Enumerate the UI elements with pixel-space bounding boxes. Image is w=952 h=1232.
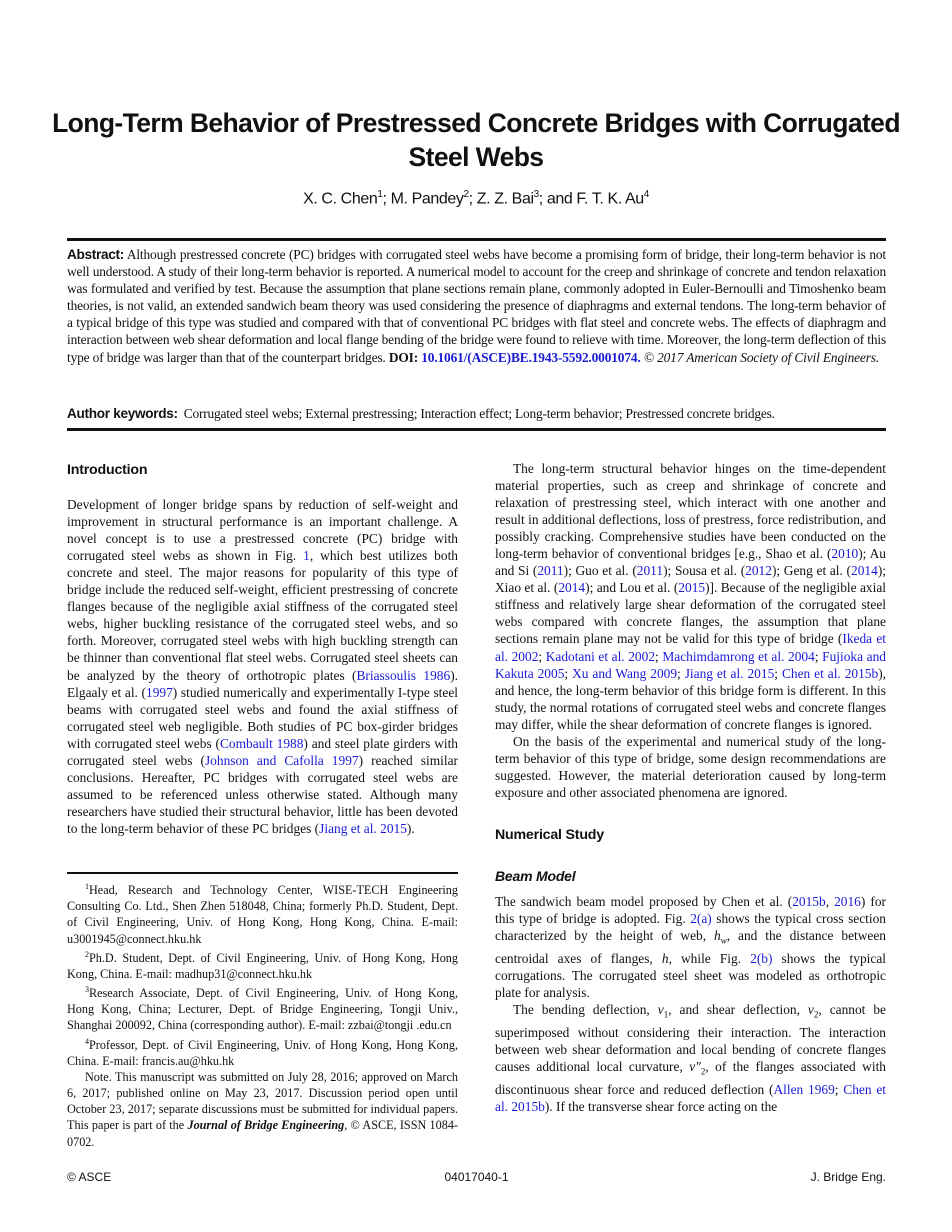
right-column: [495, 460, 886, 1115]
citation-link[interactable]: Johnson and Cafolla 1997: [204, 752, 359, 768]
paragraph: The bending deflection, $v_1$, and shear deflection, $v_2$, cannot be superimposed without considering their interaction. The interaction between web shear deformation and local bending of concrete flanges causes additional local curvature, $v''_2$, of the flanges associated with discontinuous shear force and reduced deflection (Allen 1969; Chen et al. 2015b). If the transverse shear force acting on the: [495, 1001, 886, 1114]
citation-link[interactable]: Xu and Wang 2009: [572, 665, 678, 681]
doi-label: DOI:: [388, 349, 419, 365]
paragraph: On the basis of the experimental and numerical study of the long-term behavior of this type of bridge, some design recommendations are suggested. However, the material deterioration caused by long-term exposure and other associated phenomena are ignored.: [495, 733, 886, 800]
citation-link[interactable]: 2016: [834, 894, 861, 910]
author-separator: ;: [468, 190, 477, 208]
author-affiliation-marker: 1: [377, 189, 383, 200]
citation-link[interactable]: 2015: [678, 580, 706, 596]
section-heading-introduction: Introduction: [67, 462, 148, 478]
footnotes: [67, 879, 458, 1150]
citation-link[interactable]: 2012: [745, 563, 772, 579]
citation-link[interactable]: Allen 1969: [773, 1081, 835, 1097]
author-conjunction: and: [546, 190, 577, 208]
citation-link[interactable]: Machimdamrong et al. 2004: [662, 648, 815, 664]
keywords-text: Corrugated steel webs; External prestressing; Interaction effect; Long-term behavior; Prestressed concrete bridges.: [183, 406, 775, 421]
author-name: Z. Z. Bai: [476, 190, 534, 208]
subsection-heading-beam-model: Beam Model: [495, 867, 576, 884]
citation-link[interactable]: Ikeda et al. 2002: [495, 631, 886, 664]
citation-link[interactable]: 2010: [831, 546, 859, 562]
citation-link[interactable]: Briassoulis 1986: [356, 667, 451, 683]
page-footer: [67, 1170, 886, 1186]
abstract-text: Although prestressed concrete (PC) bridges with corrugated steel webs have become a promising form of bridge, their long-term behavior is not well understood. A study of their long-term behavior is reported. A numerical model to account for the creep and shrinkage of concrete and tendon relaxation was formulated and verified by test. Because the assumption that plane sections remain plane, commonly adopted in Euler-Bernoulli and Timoshenko beam theories, is not valid, an extended sandwich beam theory was used considering the presence of diaphragms and external tendons. The long-term behavior of a typical bridge of this type was studied and compared with that of conventional PC bridges with flat steel and concrete webs. The effects of diaphragm and interaction between web shear deformation and local flange bending of the bridge were found to relieve with time. Moreover, the long-term deflection of this type of bridge was larger than that of the counterpart bridges.: [67, 247, 887, 365]
footnote-rule: [67, 872, 458, 874]
citation-link[interactable]: Fujioka and Kakuta 2005: [495, 648, 886, 681]
citation-link[interactable]: Chen et al. 2015b: [495, 1081, 886, 1114]
paragraph: Development of longer bridge spans by reduction of self-weight and improvement in structural performance is an important challenge. A novel concept is to use a prestressed concrete (PC) bridge with corrugated steel webs as shown in Fig. 1, which best utilizes both concrete and steel. The major reasons for popularity of this type of bridge include the reduced self-weight, efficient prestressing of concrete flanges because of the negligible axial stiffness of the corrugated steel webs, higher buckling resistance of the corrugated steel webs, and so forth. Moreover, corrugated steel webs with high buckling strength can be thinner than conventional flat steel webs. Corrugated steel sheets can be analyzed by the theory of orthotropic plates (Briassoulis 1986). Elgaaly et al. (1997) studied numerically and experimentally I-type steel beams with corrugated steel webs and found the axial stiffness of corrugated steel web negligible. Both studies of PC box-girder bridges with corrugated steel webs (Combault 1988) and steel plate girders with corrugated steel webs (Johnson and Cafolla 1997) reached similar conclusions. Hereafter, PC bridges with corrugated steel webs are assumed to be referenced unless otherwise stated. Although many researchers have studied their structural behavior, little has been devoted to the long-term behavior of these PC bridges (Jiang et al. 2015).: [67, 497, 458, 836]
abstract-block: [67, 246, 886, 366]
section-heading-numerical-study: Numerical Study: [495, 826, 604, 843]
keywords-block: [67, 405, 886, 422]
citation-link[interactable]: Jiang et al. 2015: [319, 820, 407, 836]
author-name: F. T. K. Au: [576, 190, 644, 208]
author-affiliation-marker: 4: [643, 189, 649, 200]
figure-link[interactable]: 2(b): [750, 950, 773, 966]
left-column: [67, 462, 458, 837]
footnote: $^1$Head, Research and Technology Center, WISE-TECH Engineering Consulting Co. Ltd., Shen Zhen 518048, China; formerly Ph.D. Student, Dept. of Civil Engineering, Univ. of Hong Kong, Hong Kong, China. E-mail: u3001945@connect.hku.hk: [67, 882, 458, 946]
citation-link[interactable]: 2014: [558, 580, 586, 596]
citation-link[interactable]: 2011: [636, 563, 664, 579]
footnote: $^3$Research Associate, Dept. of Civil Engineering, Univ. of Hong Kong, Hong Kong, China; Lecturer, Dept. of Bridge Engineering, Tongji Univ., Shanghai 200092, China (corresponding author). E-mail: zzbai@tongji .edu.cn: [67, 985, 458, 1033]
citation-link[interactable]: 2015b: [792, 894, 826, 910]
journal-name: Journal of Bridge Engineering: [187, 1118, 345, 1133]
abstract-bottom-rule: [67, 428, 886, 431]
citation-link[interactable]: 1997: [146, 684, 173, 700]
author-name: X. C. Chen: [303, 190, 378, 208]
footer-page-id: 04017040-1: [444, 1170, 509, 1184]
paragraph: The sandwich beam model proposed by Chen et al. (2015b, 2016) for this type of bridge is adopted. Fig. 2(a) shows the typical cross section characterized by the height of web, $h_w$, and the distance between centroidal axes of flanges, h, while Fig. 2(b) shows the typical corrugations. The corrugated steel sheet was modeled as orthotropic plate for analysis.: [495, 894, 887, 1000]
author-separator: ;: [382, 190, 391, 208]
footer-journal: J. Bridge Eng.: [810, 1170, 886, 1184]
keywords-label: Author keywords:: [67, 406, 178, 421]
figure-link[interactable]: 1: [303, 548, 310, 564]
abstract-copyright: © 2017 American Society of Civil Engineers.: [643, 349, 880, 365]
footnote: $^4$Professor, Dept. of Civil Engineering, Univ. of Hong Kong, Hong Kong, China. E-mail: francis.au@hku.hk: [67, 1036, 458, 1068]
footer-publisher: © ASCE: [67, 1170, 112, 1184]
abstract-top-rule: [67, 238, 886, 241]
doi-link[interactable]: 10.1061/(ASCE)BE.1943-5592.0001074.: [421, 349, 641, 365]
paragraph: The long-term structural behavior hinges on the time-dependent material properties, such as creep and shrinkage of concrete and relaxation of prestressing steel, which interact with one another and result in additional deflections, loss of prestress, force redistribution, and possibly cracking. Comprehensive studies have been conducted on the long-term behavior of conventional bridges [e.g., Shao et al. (2010); Au and Si (2011); Guo et al. (2011); Sousa et al. (2012); Geng et al. (2014); Xiao et al. (2014); and Lou et al. (2015)]. Because of the negligible axial stiffness and relatively large shear deformation of the corrugated steel webs compared with concrete flanges, the assumption that plane sections remain plane may not be valid for this type of bridge (Ikeda et al. 2002; Kadotani et al. 2002; Machimdamrong et al. 2004; Fujioka and Kakuta 2005; Xu and Wang 2009; Jiang et al. 2015; Chen et al. 2015b), and hence, the long-term behavior of this bridge form is different. In this study, the normal rotations of corrugated steel webs and concrete flanges may differ, while the shear deformation of concrete flanges is ignored.: [495, 461, 887, 732]
citation-link[interactable]: Kadotani et al. 2002: [545, 648, 656, 664]
author-list: [40, 189, 912, 208]
figure-link[interactable]: 2(a): [690, 911, 712, 927]
citation-link[interactable]: 2014: [851, 563, 878, 579]
footnote: $^2$Ph.D. Student, Dept. of Civil Engineering, Univ. of Hong Kong, Hong Kong, China. E-mail: madhup31@connect.hku.hk: [67, 949, 458, 981]
citation-link[interactable]: Chen et al. 2015b: [781, 665, 879, 681]
abstract-label: Abstract:: [67, 247, 124, 262]
citation-link[interactable]: Combault 1988: [219, 735, 304, 751]
author-separator: ;: [538, 190, 547, 208]
author-affiliation-marker: 3: [533, 189, 539, 200]
manuscript-note: Note. This manuscript was submitted on July 28, 2016; approved on March 6, 2017; published online on May 23, 2017. Discussion period open until October 23, 2017; separate discussions must be submitted for individual papers. This paper is part of the Journal of Bridge Engineering, © ASCE, ISSN 1084-0702.: [67, 1069, 458, 1149]
author-affiliation-marker: 2: [463, 189, 469, 200]
author-name: M. Pandey: [390, 190, 464, 208]
citation-link[interactable]: Jiang et al. 2015: [684, 665, 775, 681]
citation-link[interactable]: 2011: [537, 563, 564, 579]
paper-title: Long-Term Behavior of Prestressed Concrete Bridges with Corrugated Steel Webs: [52, 108, 900, 172]
